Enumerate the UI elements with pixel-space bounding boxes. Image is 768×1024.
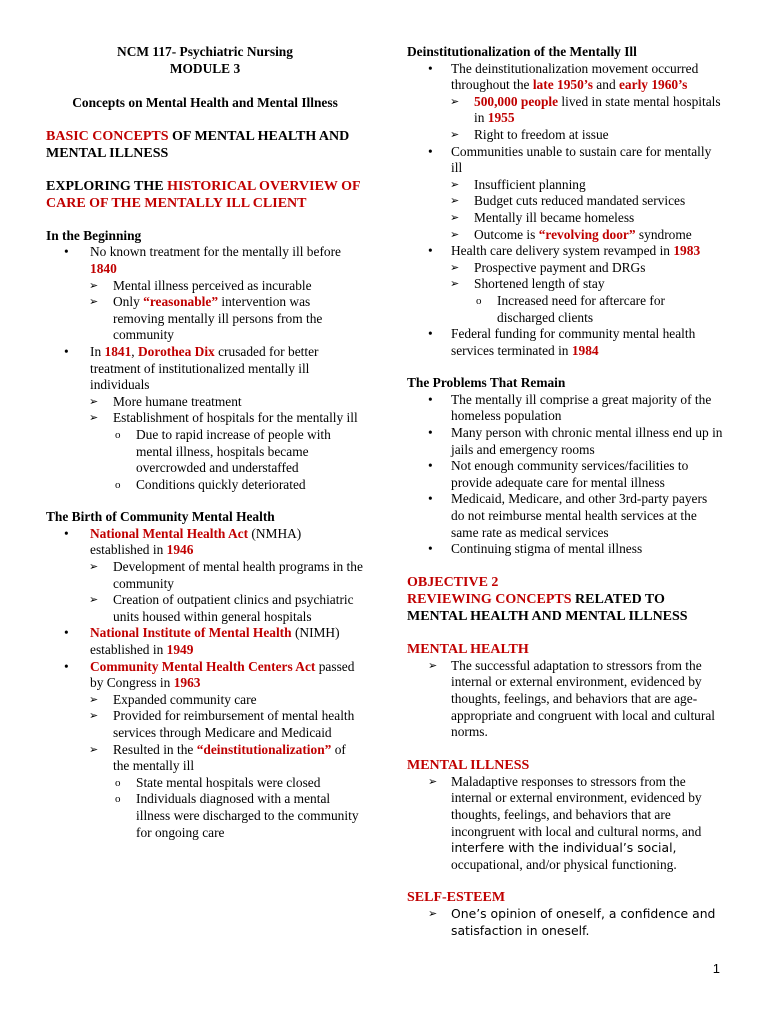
bullet-icon: • — [428, 60, 433, 76]
list-item: ➢ Prospective payment and DRGs — [450, 259, 646, 275]
list-item: ➢ Shortened length of stay — [450, 276, 605, 292]
bullet-icon: • — [428, 143, 433, 159]
course-title: NCM 117- Psychiatric Nursing — [117, 44, 293, 59]
list-item: ➢ The successful adaptation to stressors from the internal or external environment, evidenced by thoughts, feelings, and behaviors that are age-appropriate and congruent with local and cultural norms. — [428, 657, 715, 740]
self-esteem-heading: SELF-ESTEEM — [407, 890, 506, 906]
list-item: ➢ Only “reasonable” intervention was removing mentally ill persons from the community — [89, 294, 323, 343]
arrow-bullet-icon: ➢ — [89, 594, 99, 607]
list-item: ➢ Mentally ill became homeless — [450, 209, 635, 225]
list-item: ➢ One’s opinion of oneself, a confidence and satisfaction in oneself. — [428, 906, 716, 938]
deinstitutionalization-list — [407, 61, 723, 360]
arrow-bullet-icon: ➢ — [89, 710, 99, 723]
bullet-icon: • — [64, 343, 69, 359]
basic-concepts-heading: BASIC CONCEPTS OF MENTAL HEALTH AND MENTAL ILLNESS — [46, 128, 350, 161]
list-item: ➢ Expanded community care — [89, 691, 257, 707]
right-column — [407, 44, 723, 940]
arrow-bullet-icon: ➢ — [450, 228, 460, 241]
arrow-bullet-icon: ➢ — [450, 278, 460, 291]
arrow-bullet-icon: ➢ — [89, 561, 99, 574]
bullet-icon: • — [64, 525, 69, 541]
arrow-bullet-icon: ➢ — [89, 395, 99, 408]
bullet-icon: • — [428, 458, 433, 474]
list-item: ➢ Right to freedom at issue — [450, 126, 609, 142]
list-item: • Health care delivery system revamped in 1983 — [428, 243, 701, 259]
arrow-bullet-icon: ➢ — [428, 659, 438, 672]
bullet-icon: • — [428, 541, 433, 557]
circle-bullet-icon: o — [115, 478, 121, 491]
bullet-icon: • — [428, 425, 433, 441]
arrow-bullet-icon: ➢ — [428, 775, 438, 788]
list-item: ➢ Creation of outpatient clinics and psychiatric units housed within general hospitals — [89, 592, 354, 624]
list-item: • Community Mental Health Centers Act passed by Congress in 1963 — [64, 658, 355, 691]
module-title: MODULE 3 — [169, 60, 241, 76]
circle-bullet-icon: o — [115, 428, 121, 441]
page-subtitle: Concepts on Mental Health and Mental Illness — [72, 95, 338, 111]
list-item: ➢ 500,000 people lived in state mental hospitals in 1955 — [450, 93, 721, 126]
section-title-birth: The Birth of Community Mental Health — [46, 509, 275, 525]
beginning-list — [46, 244, 364, 493]
list-item: • In 1841, Dorothea Dix crusaded for better treatment of institutionalized mentally ill individuals — [64, 343, 319, 393]
arrow-bullet-icon: ➢ — [89, 279, 99, 292]
list-item: ➢ Development of mental health programs in the community — [89, 559, 363, 591]
list-item: ➢ Insufficient planning — [450, 176, 586, 192]
list-item: ➢ Maladaptive responses to stressors from the internal or external environment, evidenced by thoughts, feelings, and behaviors that are incongruent with local and cultural norms, and interfere with the individual’s social, occupational, and/or physical functioning. — [428, 773, 702, 872]
left-column — [46, 44, 364, 841]
section-title-deinstitutionalization: Deinstitutionalization of the Mentally Ill — [407, 44, 637, 59]
section-title-problems: The Problems That Remain — [407, 375, 566, 391]
birth-list — [46, 526, 364, 841]
problems-list — [407, 392, 723, 558]
page-number: 1 — [712, 961, 720, 977]
bullet-icon: • — [64, 244, 69, 260]
arrow-bullet-icon: ➢ — [450, 178, 460, 191]
self-esteem-list — [407, 906, 723, 939]
arrow-bullet-icon: ➢ — [89, 743, 99, 756]
bullet-icon: • — [64, 625, 69, 641]
mental-health-heading: MENTAL HEALTH — [407, 641, 529, 657]
bullet-icon: • — [428, 243, 433, 259]
list-item: • The deinstitutionalization movement occurred throughout the late 1950’s and early 1960’s — [428, 60, 699, 93]
list-item: ➢ Establishment of hospitals for the mentally ill — [89, 410, 358, 426]
section-title-beginning: In the Beginning — [46, 227, 142, 243]
list-item: • Medicaid, Medicare, and other 3rd-party payers do not reimburse mental health services at the same rate as medical services — [428, 491, 708, 540]
list-item: ➢ Mental illness perceived as incurable — [89, 277, 312, 293]
list-item: o Individuals diagnosed with a mental illness were discharged to the community for ongoing care — [115, 791, 359, 840]
list-item: • Many person with chronic mental illness end up in jails and emergency rooms — [428, 425, 723, 457]
arrow-bullet-icon: ➢ — [450, 95, 460, 108]
bullet-icon: • — [428, 491, 433, 507]
bullet-icon: • — [428, 391, 433, 407]
arrow-bullet-icon: ➢ — [450, 261, 460, 274]
list-item: ➢ Provided for reimbursement of mental health services through Medicare and Medicaid — [89, 708, 355, 740]
list-item: • Federal funding for community mental health services terminated in 1984 — [428, 326, 696, 358]
list-item: • Not enough community services/facilities to provide adequate care for mental illness — [428, 458, 689, 490]
bullet-icon: • — [428, 326, 433, 342]
arrow-bullet-icon: ➢ — [428, 908, 438, 921]
circle-bullet-icon: o — [476, 294, 482, 307]
reviewing-concepts-heading: REVIEWING CONCEPTS RELATED TO MENTAL HEALTH AND MENTAL ILLNESS — [407, 591, 688, 624]
circle-bullet-icon: o — [115, 776, 121, 789]
list-item: • No known treatment for the mentally ill before 1840 — [64, 244, 341, 276]
mental-health-list — [407, 658, 723, 741]
exploring-heading: EXPLORING THE HISTORICAL OVERVIEW OF CARE OF THE MENTALLY ILL CLIENT — [46, 178, 361, 211]
list-item: o Due to rapid increase of people with mental illness, hospitals became overcrowded and understaffed — [115, 426, 331, 476]
list-item: ➢ Resulted in the “deinstitutionalization” of the mentally ill — [89, 741, 346, 774]
list-item: ➢ Budget cuts reduced mandated services — [450, 193, 686, 209]
list-item: • Communities unable to sustain care for mentally ill — [428, 143, 712, 176]
arrow-bullet-icon: ➢ — [89, 693, 99, 706]
arrow-bullet-icon: ➢ — [450, 211, 460, 224]
list-item: • Continuing stigma of mental illness — [428, 541, 643, 557]
mental-illness-list — [407, 774, 723, 874]
list-item: o Conditions quickly deteriorated — [115, 476, 306, 492]
arrow-bullet-icon: ➢ — [450, 128, 460, 141]
list-item: o Increased need for aftercare for discharged clients — [476, 292, 666, 325]
list-item: • National Mental Health Act (NMHA) established in 1946 — [64, 525, 302, 558]
bullet-icon: • — [64, 658, 69, 674]
list-item: • National Institute of Mental Health (NIMH) established in 1949 — [64, 625, 340, 658]
objective-heading: OBJECTIVE 2 — [407, 574, 499, 590]
list-item: ➢ Outcome is “revolving door” syndrome — [450, 226, 692, 242]
list-item: o State mental hospitals were closed — [115, 774, 321, 790]
mental-illness-heading: MENTAL ILLNESS — [407, 757, 530, 773]
list-item: • The mentally ill comprise a great majority of the homeless population — [428, 391, 712, 424]
arrow-bullet-icon: ➢ — [89, 296, 99, 309]
arrow-bullet-icon: ➢ — [89, 412, 99, 425]
list-item: ➢ More humane treatment — [89, 393, 242, 409]
circle-bullet-icon: o — [115, 793, 121, 806]
arrow-bullet-icon: ➢ — [450, 195, 460, 208]
